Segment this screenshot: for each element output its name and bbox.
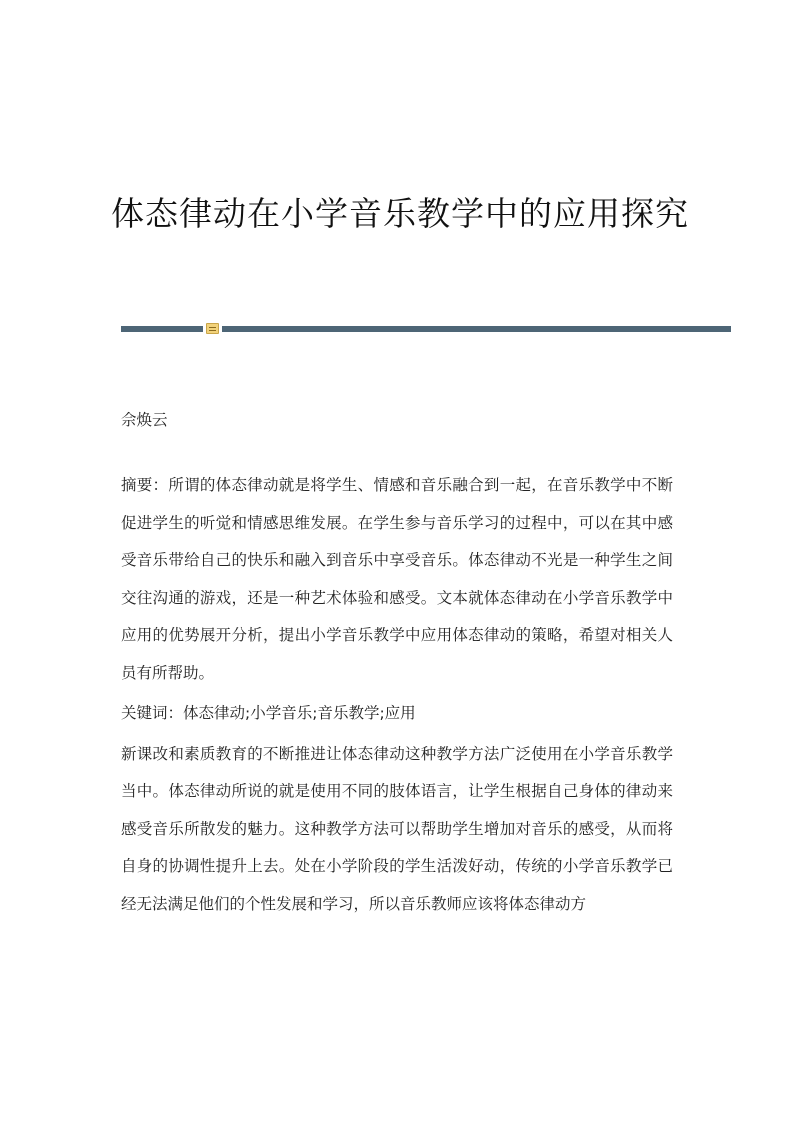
document-content <box>121 400 673 923</box>
divider-bar-right <box>222 326 731 332</box>
author-name: 佘焕云 <box>121 411 168 429</box>
keywords-line: 关键词：体态律动;小学音乐;音乐教学;应用 <box>121 704 416 722</box>
title-divider <box>121 326 731 332</box>
divider-bar-left <box>121 326 203 332</box>
document-title: 体态律动在小学音乐教学中的应用探究 <box>111 194 689 233</box>
body-paragraph: 新课改和素质教育的不断推进让体态律动这种教学方法广泛使用在小学音乐教学当中。体态律动所说的就是使用不同的肢体语言，让学生根据自己身体的律动来感受音乐所散发的魅力。这种教学方法可以帮助学生增加对音乐的感受，从而将自身的协调性提升上去。处在小学阶段的学生活泼好动，传统的小学音乐教学已经无法满足他们的个性发展和学习，所以音乐教师应该将体态律动方 <box>121 744 673 913</box>
book-icon <box>206 323 219 334</box>
abstract-paragraph: 摘要：所谓的体态律动就是将学生、情感和音乐融合到一起，在音乐教学中不断促进学生的听觉和情感思维发展。在学生参与音乐学习的过程中，可以在其中感受音乐带给自己的快乐和融入到音乐中享受音乐。体态律动不光是一种学生之间交往沟通的游戏，还是一种艺术体验和感受。文本就体态律动在小学音乐教学中应用的优势展开分析，提出小学音乐教学中应用体态律动的策略，希望对相关人员有所帮助。 <box>121 476 673 682</box>
